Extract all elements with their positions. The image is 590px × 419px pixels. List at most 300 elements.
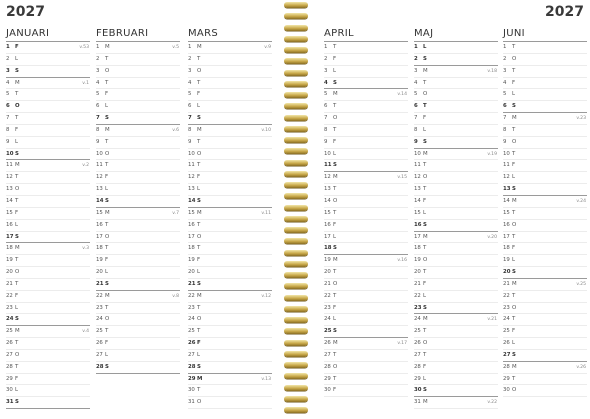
day-list: [324, 42, 408, 397]
day-number: 6: [96, 103, 100, 110]
day-number: 29: [188, 375, 196, 382]
weekday-letter: T: [423, 162, 427, 169]
day-number: 19: [503, 257, 510, 264]
day-number: 12: [188, 174, 195, 181]
weekday-letter: S: [423, 138, 427, 145]
day-number: 31: [6, 399, 14, 406]
spiral-coil: [284, 103, 308, 109]
day-row: [6, 54, 90, 66]
day-number: 13: [324, 186, 331, 193]
day-number: 11: [414, 162, 421, 169]
weekday-letter: M: [423, 316, 428, 323]
day-number: 3: [188, 67, 192, 74]
day-row: [6, 125, 90, 137]
day-row: [6, 279, 90, 291]
weekday-letter: M: [15, 245, 20, 252]
day-row: [188, 137, 272, 149]
day-row: [414, 362, 498, 374]
day-row: [6, 291, 90, 303]
spiral-coil: [284, 70, 308, 76]
day-row: [6, 172, 90, 184]
day-row: [503, 267, 587, 279]
day-row: [96, 243, 180, 255]
day-row: [414, 303, 498, 315]
day-row: [414, 291, 498, 303]
week-number: v.21: [487, 317, 497, 323]
day-row: [96, 303, 180, 315]
day-number: 10: [96, 150, 103, 157]
spiral-coil: [284, 261, 308, 267]
weekday-letter: O: [197, 399, 202, 406]
weekday-letter: S: [197, 280, 201, 287]
day-number: 26: [503, 340, 510, 347]
day-number: 24: [324, 316, 331, 323]
day-row: [503, 208, 587, 220]
weekday-letter: L: [512, 174, 516, 181]
day-row: [96, 54, 180, 66]
day-number: 6: [6, 103, 10, 110]
weekday-letter: S: [15, 316, 19, 323]
day-row: [503, 42, 587, 54]
day-row: [188, 101, 272, 113]
day-row: [96, 196, 180, 208]
weekday-letter: F: [105, 91, 109, 98]
day-number: 7: [324, 115, 328, 122]
spiral-coil: [284, 2, 308, 8]
day-number: 22: [96, 292, 103, 299]
day-number: 22: [6, 292, 13, 299]
spiral-coil: [284, 328, 308, 334]
weekday-letter: F: [105, 174, 109, 181]
day-number: 18: [6, 245, 13, 252]
day-row: [6, 350, 90, 362]
weekday-letter: M: [15, 162, 20, 169]
week-number: v.15: [397, 175, 407, 181]
month-column-january: [6, 28, 90, 409]
week-number: v.53: [79, 45, 89, 50]
day-number: 27: [503, 351, 511, 358]
month-name: FEBRUARI: [96, 28, 180, 42]
day-number: 15: [96, 209, 103, 216]
weekday-letter: O: [15, 103, 20, 110]
month-name: JUNI: [503, 28, 587, 42]
weekday-letter: O: [15, 351, 20, 358]
weekday-letter: O: [423, 257, 428, 264]
day-row: [96, 184, 180, 196]
day-number: 1: [6, 44, 10, 50]
day-number: 18: [188, 245, 195, 252]
weekday-letter: F: [105, 257, 109, 264]
day-row: [324, 243, 408, 255]
weekday-letter: O: [423, 340, 428, 347]
weekday-letter: T: [197, 245, 201, 252]
day-number: 22: [414, 292, 421, 299]
day-row: [188, 267, 272, 279]
weekday-letter: F: [333, 55, 337, 62]
day-row: [6, 184, 90, 196]
weekday-letter: O: [197, 67, 202, 74]
weekday-letter: M: [15, 79, 20, 86]
weekday-letter: T: [423, 245, 427, 252]
weekday-letter: O: [105, 67, 110, 74]
day-row: [188, 42, 272, 54]
day-number: 14: [96, 197, 104, 204]
day-number: 14: [188, 197, 196, 204]
weekday-letter: M: [512, 115, 517, 122]
weekday-letter: F: [197, 340, 201, 347]
day-number: 19: [324, 257, 331, 264]
day-row: [324, 338, 408, 350]
day-number: 31: [188, 399, 195, 406]
spiral-coil: [284, 396, 308, 402]
spiral-coil: [284, 250, 308, 256]
week-number: v.9: [264, 45, 271, 50]
weekday-letter: T: [105, 328, 109, 335]
day-row: [503, 196, 587, 208]
weekday-letter: O: [105, 316, 110, 323]
day-number: 6: [503, 103, 507, 110]
day-row: [188, 314, 272, 326]
day-number: 3: [6, 67, 10, 74]
weekday-letter: L: [512, 91, 516, 98]
week-number: v.19: [487, 151, 497, 157]
weekday-letter: L: [423, 44, 427, 50]
day-number: 16: [188, 221, 195, 228]
day-row: [414, 220, 498, 232]
day-number: 28: [188, 363, 196, 370]
weekday-letter: T: [15, 174, 19, 181]
weekday-letter: T: [197, 304, 201, 311]
weekday-letter: S: [105, 115, 109, 122]
day-number: 29: [6, 375, 13, 382]
weekday-letter: L: [15, 55, 19, 62]
month-column-april: [324, 28, 408, 397]
weekday-letter: M: [423, 233, 428, 240]
day-number: 13: [96, 186, 103, 193]
day-row: [6, 89, 90, 101]
day-number: 28: [414, 363, 421, 370]
weekday-letter: F: [512, 79, 516, 86]
day-number: 1: [324, 44, 328, 50]
weekday-letter: S: [423, 304, 427, 311]
day-row: [188, 125, 272, 137]
day-number: 16: [503, 221, 510, 228]
weekday-letter: O: [105, 233, 110, 240]
day-row: [324, 362, 408, 374]
weekday-letter: T: [333, 186, 337, 193]
day-number: 9: [188, 138, 192, 145]
day-number: 3: [414, 67, 418, 74]
weekday-letter: F: [423, 115, 427, 122]
day-number: 16: [324, 221, 331, 228]
weekday-letter: M: [105, 44, 110, 50]
day-row: [414, 255, 498, 267]
day-row: [188, 326, 272, 338]
day-row: [324, 42, 408, 54]
month-name: MARS: [188, 28, 272, 42]
day-number: 3: [96, 67, 100, 74]
day-number: 18: [324, 245, 332, 252]
day-number: 12: [6, 174, 13, 181]
month-column-june: [503, 28, 587, 397]
day-number: 11: [96, 162, 103, 169]
day-row: [503, 326, 587, 338]
weekday-letter: M: [512, 197, 517, 204]
spiral-binding: [282, 0, 310, 419]
day-row: [188, 397, 272, 409]
week-number: v.10: [261, 127, 271, 133]
day-row: [503, 172, 587, 184]
day-row: [324, 184, 408, 196]
spiral-coil: [284, 362, 308, 368]
day-number: 18: [503, 245, 510, 252]
day-number: 17: [503, 233, 510, 240]
day-number: 4: [188, 79, 192, 86]
day-number: 22: [188, 292, 195, 299]
day-number: 6: [188, 103, 192, 110]
day-number: 5: [503, 91, 507, 98]
day-number: 20: [96, 269, 103, 276]
day-number: 8: [6, 126, 10, 133]
day-number: 5: [96, 91, 100, 98]
month-name: APRIL: [324, 28, 408, 42]
weekday-letter: M: [512, 363, 517, 370]
day-row: [96, 172, 180, 184]
weekday-letter: T: [333, 351, 337, 358]
day-number: 9: [96, 138, 100, 145]
day-number: 20: [414, 269, 421, 276]
day-row: [503, 243, 587, 255]
day-number: 5: [6, 91, 10, 98]
day-row: [188, 184, 272, 196]
day-row: [6, 362, 90, 374]
weekday-letter: L: [197, 103, 201, 110]
weekday-letter: S: [333, 79, 337, 86]
day-number: 20: [188, 269, 195, 276]
weekday-letter: M: [15, 328, 20, 335]
day-number: 24: [96, 316, 103, 323]
spiral-coil: [284, 317, 308, 323]
day-row: [414, 42, 498, 54]
day-number: 23: [188, 304, 195, 311]
day-row: [414, 101, 498, 113]
day-number: 7: [503, 115, 507, 122]
day-row: [503, 374, 587, 386]
day-number: 30: [503, 387, 510, 394]
day-row: [324, 385, 408, 397]
day-row: [324, 326, 408, 338]
day-row: [96, 267, 180, 279]
day-row: [188, 303, 272, 315]
weekday-letter: M: [423, 150, 428, 157]
weekday-letter: T: [333, 44, 337, 50]
weekday-letter: L: [15, 221, 19, 228]
weekday-letter: L: [15, 387, 19, 394]
day-row: [324, 374, 408, 386]
day-number: 7: [414, 115, 418, 122]
weekday-letter: M: [197, 44, 202, 50]
day-number: 25: [6, 328, 13, 335]
weekday-letter: O: [512, 304, 517, 311]
day-row: [414, 232, 498, 244]
day-number: 2: [324, 55, 328, 62]
day-row: [503, 338, 587, 350]
day-row: [414, 326, 498, 338]
day-number: 23: [324, 304, 331, 311]
weekday-letter: T: [512, 375, 516, 382]
weekday-letter: S: [15, 150, 19, 157]
week-number: v.16: [397, 258, 407, 264]
day-row: [324, 54, 408, 66]
weekday-letter: F: [512, 162, 516, 169]
week-number: v.5: [172, 45, 179, 50]
weekday-letter: L: [333, 67, 337, 74]
weekday-letter: S: [423, 387, 427, 394]
weekday-letter: T: [512, 44, 516, 50]
day-row: [96, 78, 180, 90]
day-row: [188, 208, 272, 220]
day-number: 27: [188, 351, 195, 358]
day-row: [6, 78, 90, 90]
day-number: 28: [96, 363, 104, 370]
day-row: [503, 303, 587, 315]
day-number: 30: [188, 387, 195, 394]
week-number: v.6: [172, 127, 179, 133]
day-number: 10: [503, 150, 510, 157]
day-number: 30: [414, 387, 422, 394]
day-number: 4: [324, 79, 328, 86]
weekday-letter: O: [333, 197, 338, 204]
day-row: [188, 350, 272, 362]
weekday-letter: T: [423, 186, 427, 193]
day-row: [324, 279, 408, 291]
day-number: 20: [324, 269, 331, 276]
weekday-letter: T: [197, 221, 201, 228]
weekday-letter: S: [15, 67, 19, 74]
day-row: [503, 89, 587, 101]
weekday-letter: L: [105, 103, 109, 110]
spiral-coil: [284, 306, 308, 312]
day-number: 11: [503, 162, 510, 169]
day-number: 15: [414, 209, 421, 216]
weekday-letter: F: [512, 245, 516, 252]
spiral-coil: [284, 385, 308, 391]
weekday-letter: M: [105, 292, 110, 299]
day-row: [96, 255, 180, 267]
weekday-letter: F: [333, 138, 337, 145]
day-number: 14: [324, 197, 331, 204]
year-label-left: 2027: [6, 4, 45, 20]
weekday-letter: O: [512, 221, 517, 228]
day-row: [96, 338, 180, 350]
weekday-letter: L: [333, 233, 337, 240]
weekday-letter: F: [512, 328, 516, 335]
day-number: 19: [414, 257, 421, 264]
day-list: [188, 42, 272, 409]
day-number: 24: [188, 316, 195, 323]
day-number: 15: [503, 209, 510, 216]
day-row: [324, 303, 408, 315]
spiral-coil: [284, 81, 308, 87]
day-row: [6, 113, 90, 125]
day-number: 9: [324, 138, 328, 145]
day-number: 1: [188, 44, 192, 50]
day-row: [324, 267, 408, 279]
spiral-coil: [284, 227, 308, 233]
weekday-letter: F: [197, 174, 201, 181]
day-number: 21: [503, 280, 510, 287]
day-row: [503, 66, 587, 78]
weekday-letter: L: [197, 186, 201, 193]
day-row: [188, 78, 272, 90]
week-number: v.26: [576, 364, 586, 370]
weekday-letter: L: [105, 269, 109, 276]
day-number: 9: [414, 138, 418, 145]
weekday-letter: F: [197, 257, 201, 264]
day-row: [188, 66, 272, 78]
weekday-letter: L: [423, 126, 427, 133]
day-row: [414, 350, 498, 362]
week-number: v.18: [487, 68, 497, 74]
day-number: 10: [324, 150, 331, 157]
weekday-letter: M: [333, 340, 338, 347]
day-row: [188, 279, 272, 291]
day-row: [414, 149, 498, 161]
day-number: 16: [414, 221, 422, 228]
day-number: 31: [414, 399, 421, 406]
weekday-letter: O: [423, 91, 428, 98]
day-number: 2: [96, 55, 100, 62]
weekday-letter: T: [105, 79, 109, 86]
day-number: 4: [96, 79, 100, 86]
weekday-letter: S: [197, 197, 201, 204]
day-row: [6, 303, 90, 315]
spiral-coil: [284, 171, 308, 177]
week-number: v.8: [172, 293, 179, 299]
weekday-letter: L: [333, 150, 337, 157]
day-number: 14: [414, 197, 421, 204]
day-number: 8: [188, 126, 192, 133]
week-number: v.25: [576, 281, 586, 287]
day-row: [188, 160, 272, 172]
weekday-letter: O: [15, 269, 20, 276]
day-number: 4: [6, 79, 10, 86]
day-number: 22: [503, 292, 510, 299]
weekday-letter: M: [197, 209, 202, 216]
day-row: [96, 160, 180, 172]
day-number: 6: [414, 103, 418, 110]
day-number: 1: [96, 44, 100, 50]
weekday-letter: T: [333, 375, 337, 382]
day-number: 24: [6, 316, 14, 323]
day-number: 28: [324, 363, 331, 370]
weekday-letter: M: [105, 126, 110, 133]
weekday-letter: T: [333, 269, 337, 276]
weekday-letter: O: [197, 150, 202, 157]
day-row: [188, 172, 272, 184]
day-number: 23: [96, 304, 103, 311]
weekday-letter: T: [333, 126, 337, 133]
day-number: 26: [414, 340, 421, 347]
weekday-letter: F: [105, 340, 109, 347]
weekday-letter: M: [333, 91, 338, 98]
weekday-letter: T: [512, 292, 516, 299]
week-number: v.2: [82, 163, 89, 169]
weekday-letter: M: [105, 209, 110, 216]
day-number: 29: [414, 375, 421, 382]
weekday-letter: L: [197, 269, 201, 276]
spiral-coil: [284, 283, 308, 289]
